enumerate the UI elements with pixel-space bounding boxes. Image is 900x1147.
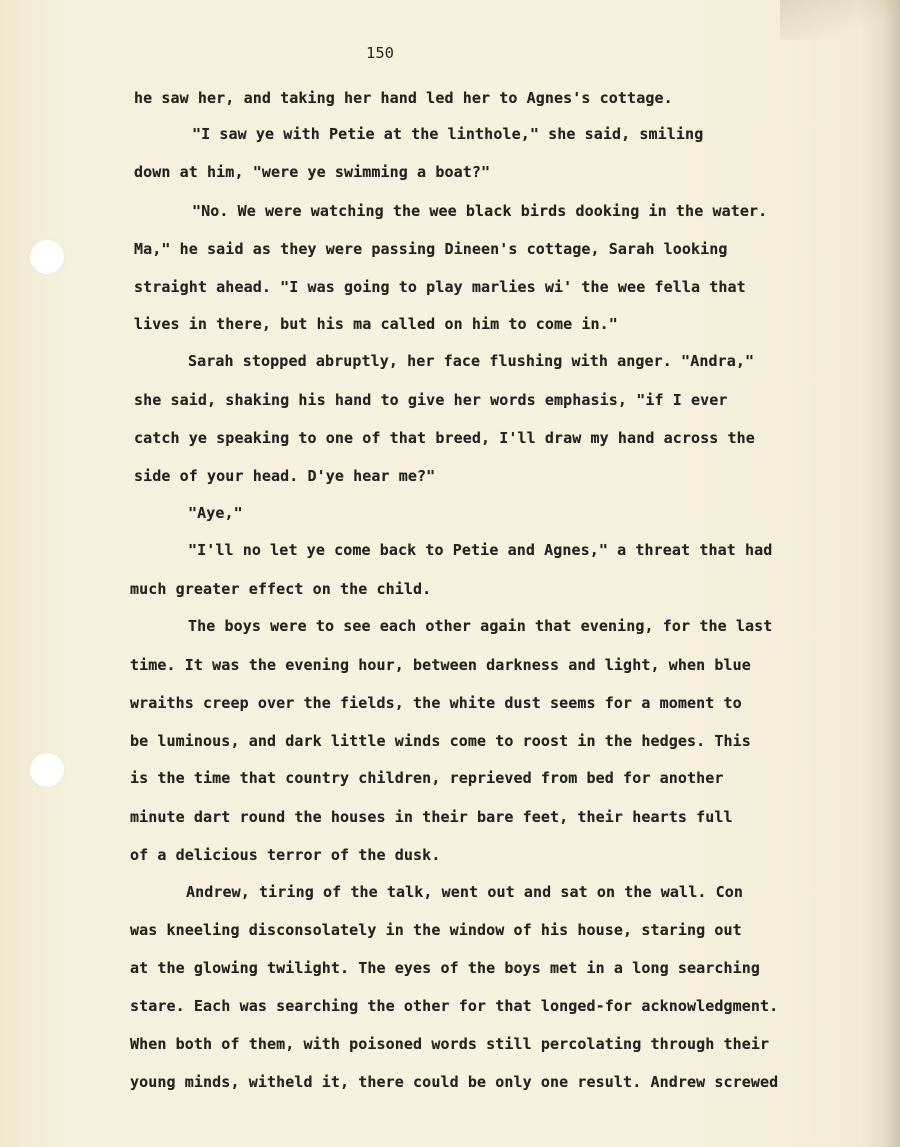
- text-line: be luminous, and dark little winds come to roost in the hedges. This: [130, 732, 751, 750]
- text-line: minute dart round the houses in their bare feet, their hearts full: [130, 808, 733, 826]
- text-line: he saw her, and taking her hand led her to Agnes's cottage.: [134, 89, 673, 107]
- page-edge-shadow: [860, 0, 900, 1147]
- text-line: catch ye speaking to one of that breed, I'll draw my hand across the: [134, 429, 755, 447]
- text-line: young minds, witheld it, there could be only one result. Andrew screwed: [130, 1073, 779, 1091]
- text-line: time. It was the evening hour, between darkness and light, when blue: [130, 656, 751, 674]
- page-number: 150: [366, 44, 394, 62]
- text-line: she said, shaking his hand to give her words emphasis, "if I ever: [134, 391, 728, 409]
- text-line: is the time that country children, reprieved from bed for another: [130, 769, 724, 787]
- punch-hole-top: [30, 240, 64, 274]
- page-corner-shading: [780, 0, 900, 40]
- text-line: Sarah stopped abruptly, her face flushing with anger. "Andra,": [188, 352, 755, 370]
- text-line: lives in there, but his ma called on him to come in.": [134, 315, 618, 333]
- text-line: straight ahead. "I was going to play marlies wi' the wee fella that: [134, 278, 746, 296]
- text-line: side of your head. D'ye hear me?": [134, 467, 436, 485]
- text-line: Andrew, tiring of the talk, went out and sat on the wall. Con: [186, 883, 743, 901]
- text-line: much greater effect on the child.: [130, 580, 432, 598]
- text-line: "Aye,": [188, 504, 243, 522]
- text-line: was kneeling disconsolately in the window of his house, staring out: [130, 921, 742, 939]
- punch-hole-bottom: [30, 753, 64, 787]
- text-line: "No. We were watching the wee black birds dooking in the water.: [192, 202, 768, 220]
- text-line: of a delicious terror of the dusk.: [130, 846, 441, 864]
- text-line: down at him, "were ye swimming a boat?": [134, 163, 491, 181]
- text-line: "I'll no let ye come back to Petie and Agnes," a threat that had: [188, 541, 773, 559]
- text-line: The boys were to see each other again that evening, for the last: [188, 617, 773, 635]
- text-line: "I saw ye with Petie at the linthole," she said, smiling: [192, 125, 704, 143]
- text-line: When both of them, with poisoned words still percolating through their: [130, 1035, 770, 1053]
- text-line: at the glowing twilight. The eyes of the boys met in a long searching: [130, 959, 761, 977]
- text-line: wraiths creep over the fields, the white dust seems for a moment to: [130, 694, 742, 712]
- text-line: Ma," he said as they were passing Dineen's cottage, Sarah looking: [134, 240, 728, 258]
- text-line: stare. Each was searching the other for that longed-for acknowledgment.: [130, 997, 779, 1015]
